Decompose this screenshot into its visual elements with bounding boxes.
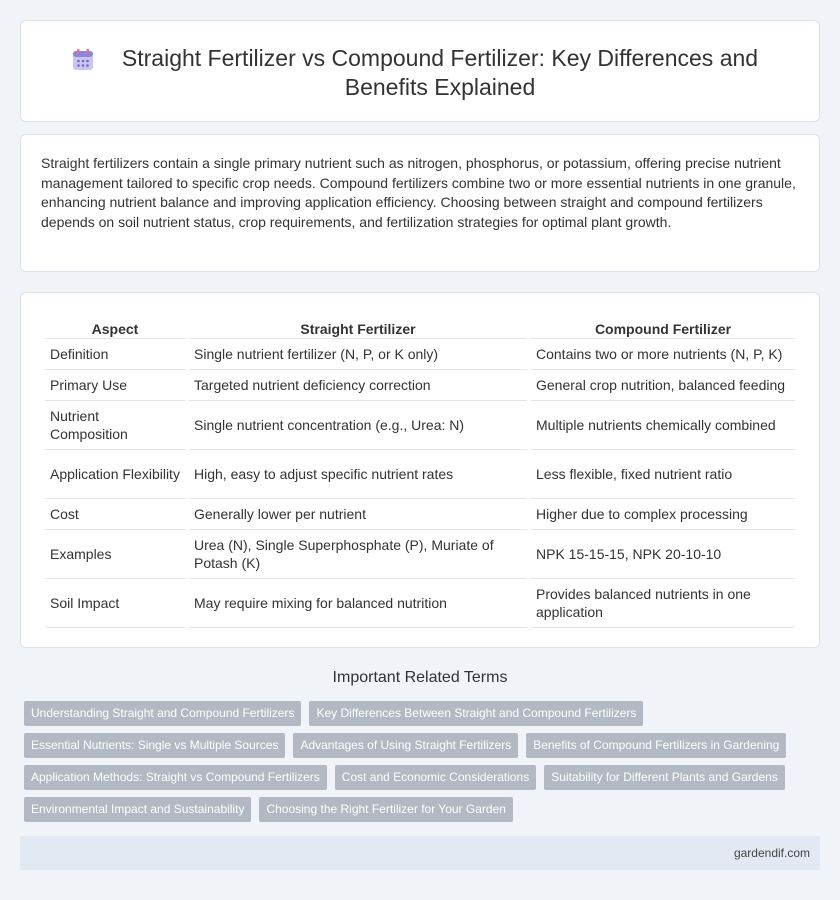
cell-compound: General crop nutrition, balanced feeding [531,370,795,401]
related-tag[interactable]: Environmental Impact and Sustainability [24,797,251,822]
related-terms-heading: Important Related Terms [332,669,508,686]
cell-compound: Provides balanced nutrients in one application [531,579,795,628]
cell-aspect: Cost [45,499,185,530]
cell-straight: Single nutrient concentration (e.g., Urea: N) [189,401,527,450]
related-tag[interactable]: Cost and Economic Considerations [335,765,536,790]
table-row [45,579,795,628]
related-tag[interactable]: Choosing the Right Fertilizer for Your Garden [259,797,512,822]
table-header-row [45,315,795,339]
page-title: Straight Fertilizer vs Compound Fertilizer: Key Differences and Benefits Explained [121,45,759,100]
cell-straight: Urea (N), Single Superphosphate (P), Muriate of Potash (K) [189,530,527,579]
table-row [45,370,795,401]
cell-compound: Less flexible, fixed nutrient ratio [531,450,795,499]
cell-aspect: Primary Use [45,370,185,401]
cell-aspect: Examples [45,530,185,579]
intro-card [20,134,820,272]
intro-paragraph: Straight fertilizers contain a single primary nutrient such as nitrogen, phosphorus, or potassium, offering precise nutrient management tailored to specific crop needs. Compound fertilizers combine two or more essential nutrients in one granule, enhancing nutrient balance and improving application efficiency. Choosing between straight and compound fertilizers depends on soil nutrient status, crop requirements, and fertilization strategies for optimal plant growth. [41,155,796,230]
related-tags [24,701,804,829]
related-tag[interactable]: Application Methods: Straight vs Compound Fertilizers [24,765,327,790]
cell-compound: Higher due to complex processing [531,499,795,530]
cell-aspect: Definition [45,339,185,370]
cell-straight: High, easy to adjust specific nutrient rates [189,450,527,499]
comparison-table [41,315,799,628]
header-aspect: Aspect [45,315,185,339]
related-tag[interactable]: Benefits of Compound Fertilizers in Gardening [526,733,786,758]
comparison-card [20,292,820,648]
related-tag[interactable]: Advantages of Using Straight Fertilizers [293,733,518,758]
cell-aspect: Soil Impact [45,579,185,628]
cell-aspect: Nutrient Composition [45,401,185,450]
header-card [20,20,820,122]
cell-compound: Contains two or more nutrients (N, P, K) [531,339,795,370]
footer-site[interactable]: gardendif.com [733,846,810,860]
cell-aspect: Application Flexibility [45,450,185,499]
table-row [45,450,795,499]
cell-straight: Generally lower per nutrient [189,499,527,530]
cell-straight: May require mixing for balanced nutrition [189,579,527,628]
table-row [45,401,795,450]
table-row [45,530,795,579]
related-tag[interactable]: Essential Nutrients: Single vs Multiple Sources [24,733,285,758]
cell-compound: Multiple nutrients chemically combined [531,401,795,450]
header-straight: Straight Fertilizer [189,315,527,339]
related-tag[interactable]: Understanding Straight and Compound Fertilizers [24,701,301,726]
table-row [45,499,795,530]
header-compound: Compound Fertilizer [531,315,795,339]
footer [20,836,820,870]
cell-compound: NPK 15-15-15, NPK 20-10-10 [531,530,795,579]
cell-straight: Targeted nutrient deficiency correction [189,370,527,401]
related-tag[interactable]: Key Differences Between Straight and Compound Fertilizers [309,701,643,726]
cell-straight: Single nutrient fertilizer (N, P, or K only) [189,339,527,370]
table-row [45,339,795,370]
related-tag[interactable]: Suitability for Different Plants and Gardens [544,765,785,790]
